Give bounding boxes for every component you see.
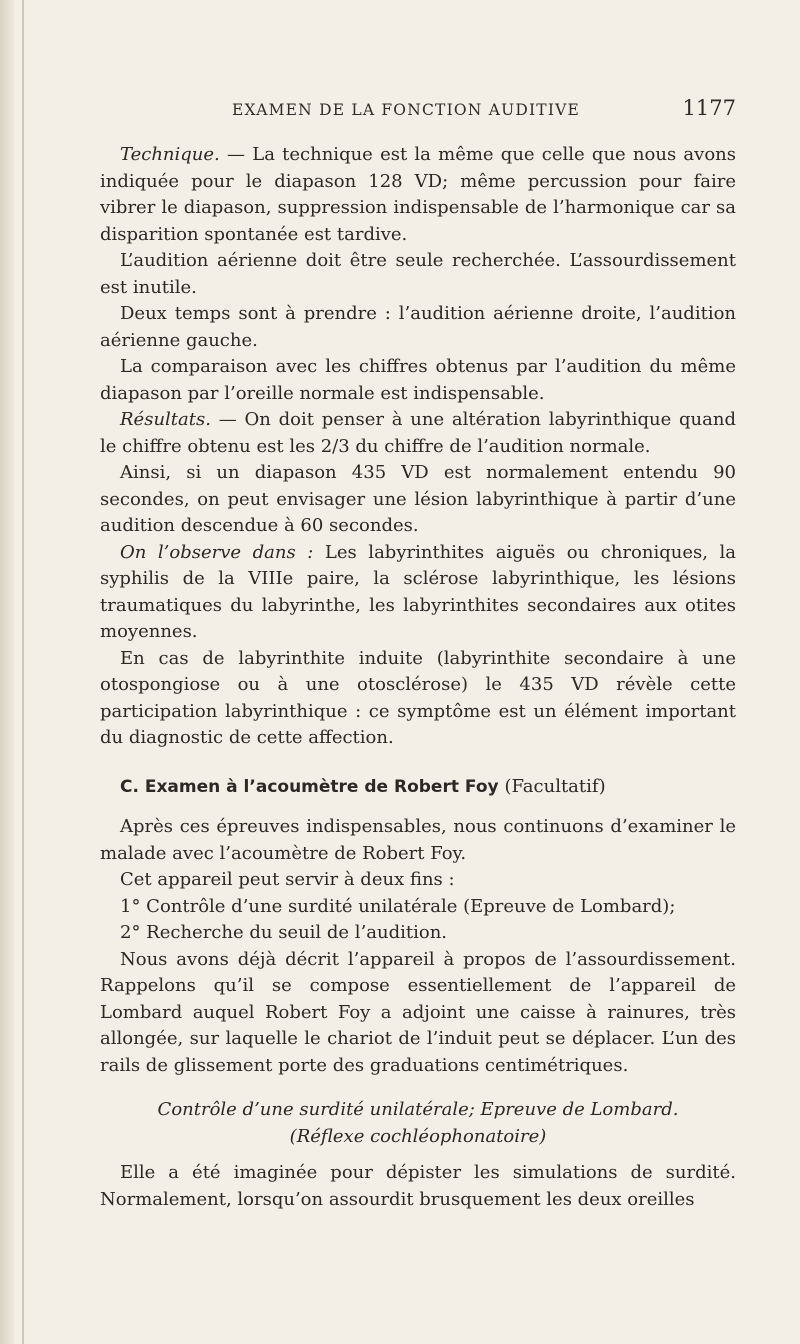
- paragraph-text: L’audition aérienne doit être seule recherchée. L’assourdissement est inutile.: [100, 250, 736, 298]
- subsection-heading: [100, 1097, 736, 1150]
- paragraph-observe: [100, 540, 736, 646]
- paragraph-lead: On l’observe dans :: [120, 541, 314, 563]
- section-qualifier: (Facultatif): [504, 775, 606, 797]
- list-item: [100, 894, 736, 921]
- paragraph: [100, 646, 736, 752]
- section-title: C. Examen à l’acoumètre de Robert Foy: [120, 776, 499, 797]
- body-text: [100, 142, 736, 1213]
- paragraph-lead: Résultats.: [120, 409, 211, 430]
- paragraph-text: Elle a été imaginée pour dépister les simulations de surdité. Normalement, lorsqu’on assourdit brusquement les deux oreilles: [100, 1162, 736, 1210]
- list-item: [100, 920, 736, 947]
- paragraph-text: Deux temps sont à prendre : l’audition aérienne droite, l’audition aérienne gauche.: [100, 303, 736, 351]
- list-item-text: 1° Contrôle d’une surdité unilatérale (Epreuve de Lombard);: [120, 895, 676, 917]
- subsection-title: Contrôle d’une surdité unilatérale; Epreuve de Lombard.: [157, 1099, 679, 1120]
- gutter-line: [22, 0, 24, 1344]
- paragraph: [100, 460, 736, 540]
- paragraph: [100, 354, 736, 407]
- paragraph: [100, 814, 736, 867]
- paragraph-text: — On doit penser à une altération labyrinthique quand le chiffre obtenu est les 2/3 du chiffre de l’audition normale.: [100, 409, 736, 457]
- paragraph: [100, 1160, 736, 1213]
- paragraph: [100, 248, 736, 301]
- paragraph-technique: [100, 142, 736, 248]
- paragraph-lead: Technique.: [120, 144, 220, 165]
- running-header: [232, 96, 736, 130]
- page: [100, 96, 736, 1213]
- paragraph-text: Ainsi, si un diapason 435 VD est normalement entendu 90 secondes, on peut envisager une lésion labyrinthique à partir d’une audition descendue à 60 secondes.: [100, 462, 736, 536]
- paragraph-text: — La technique est la même que celle que nous avons indiquée pour le diapason 128 VD; même percussion pour faire vibrer le diapason, suppression indispensable de l’harmonique car sa disparition spontanée est tardive.: [100, 144, 736, 245]
- paragraph: [100, 947, 736, 1080]
- paragraph-text: Les labyrinthites aiguës ou chroniques, la syphilis de la VIIIe paire, la sclérose labyrinthique, les lésions traumatiques du labyrinthe, les labyrinthites secondaires aux otites moyennes.: [100, 541, 736, 642]
- paragraph: [100, 301, 736, 354]
- paragraph-text: Cet appareil peut servir à deux fins :: [120, 869, 455, 890]
- page-number: 1177: [682, 96, 736, 120]
- running-title: EXAMEN DE LA FONCTION AUDITIVE: [232, 101, 581, 119]
- page-edge: [0, 0, 14, 1344]
- paragraph: [100, 867, 736, 894]
- paragraph-resultats: [100, 407, 736, 460]
- paragraph-text: Après ces épreuves indispensables, nous continuons d’examiner le malade avec l’acoumètre de Robert Foy.: [100, 816, 736, 864]
- subsection-subtitle: (Réflexe cochléophonatoire): [289, 1125, 547, 1147]
- list-item-text: 2° Recherche du seuil de l’audition.: [120, 922, 448, 943]
- paragraph-text: La comparaison avec les chiffres obtenus par l’audition du même diapason par l’oreille normale est indispensable.: [100, 356, 736, 404]
- section-heading: [120, 774, 736, 801]
- paragraph-text: Nous avons déjà décrit l’appareil à propos de l’assourdissement. Rappelons qu’il se compose essentiellement de l’appareil de Lombard auquel Robert Foy a adjoint une caisse à rainures, très allongée, sur laquelle le chariot de l’induit peut se déplacer. L’un des rails de glissement porte des graduations centimétriques.: [100, 948, 736, 1076]
- paragraph-text: En cas de labyrinthite induite (labyrinthite secondaire à une otospongiose ou à une otosclérose) le 435 VD révèle cette participation labyrinthique : ce symptôme est un élément important du diagnostic de cette affection.: [100, 647, 736, 748]
